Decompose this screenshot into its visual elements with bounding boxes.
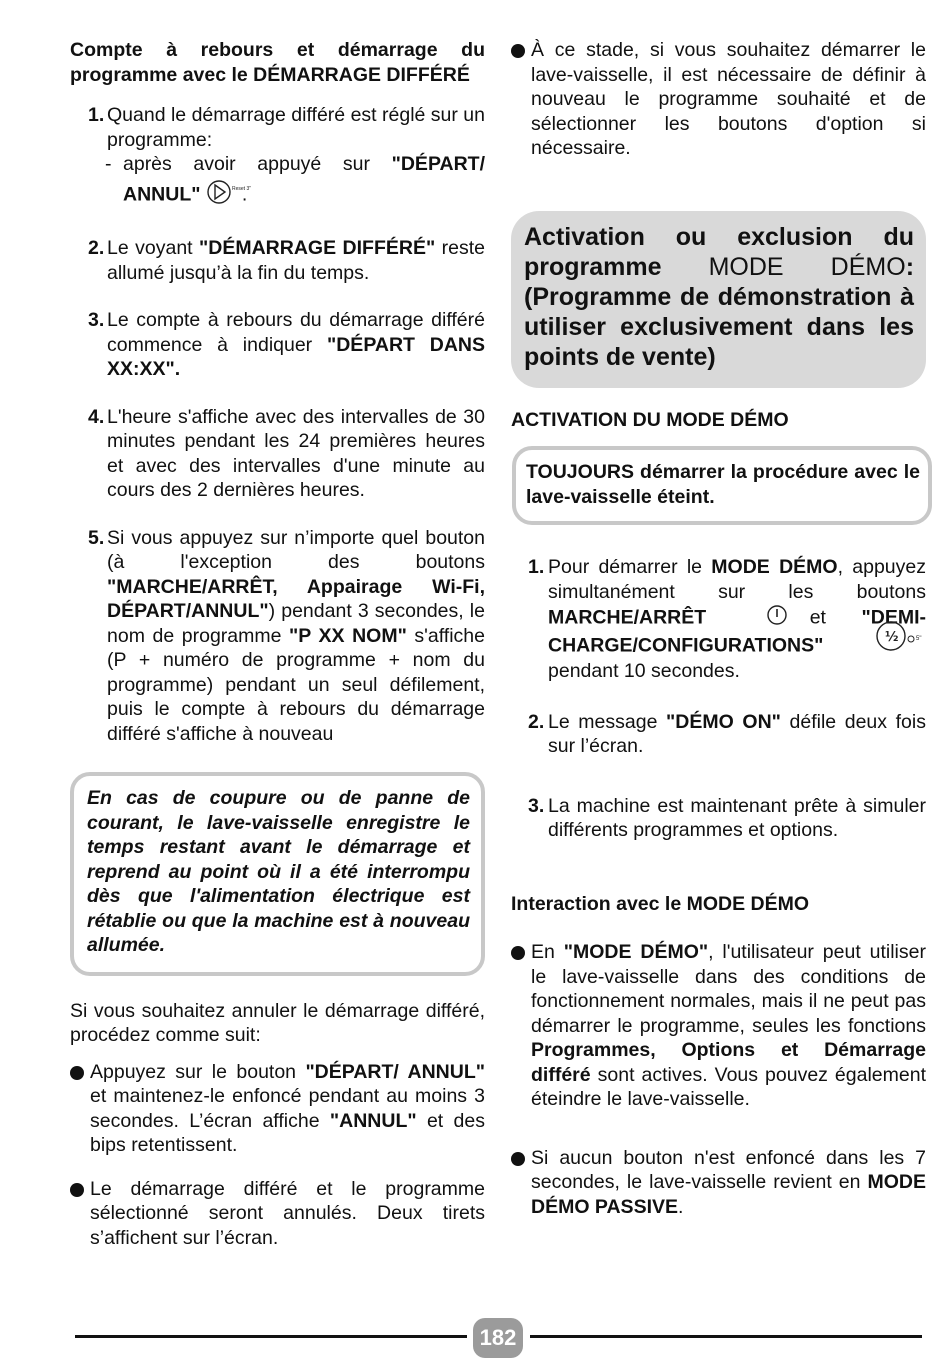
always-box	[512, 446, 932, 525]
power-failure-note	[70, 772, 485, 976]
cancel-bullet-2: Le démarrage différé et le programme sélectionné seront annulés. Deux tirets s’affichent sur l’écran.	[70, 1177, 485, 1251]
bullet-dot	[511, 946, 525, 960]
step-5: 5. Si vous appuyez sur n’importe quel bouton (à l'exception des boutons "MARCHE/ARRÊT, Appairage Wi-Fi, DÉPART/ANNUL") pendant 3 secondes, le nom de programme "P XX NOM" s'affiche (P + numéro de programme + nom du programme) pendant un seul défilement, puis le compte à rebours du démarrage différé s'affiche à nouveau	[88, 526, 485, 745]
play-button-icon	[206, 177, 251, 214]
bullet-dot	[70, 1066, 84, 1080]
activation-heading: ACTIVATION DU MODE DÉMO	[511, 408, 789, 431]
demo-step-1: 1. Pour démarrer le MODE DÉMO, appuyez simultanément sur les boutons MARCHE/ARRÊT et "DEMI-CHARGE/CONFIGURATIONS" ½ 5" pendant 10 secondes.	[528, 556, 926, 682]
demo-mode-title-box: Activation ou exclusion du programme MODE DÉMO: (Programme de démonstration à utiliser exclusivement dans les points de vente)	[511, 211, 926, 388]
cancel-intro: Si vous souhaitez annuler le démarrage différé, procédez comme suit:	[70, 999, 485, 1046]
half-load-caption: 5"	[916, 635, 922, 642]
interaction-heading: Interaction avec le MODE DÉMO	[511, 892, 809, 915]
power-icon	[766, 604, 788, 633]
page-number: 182	[473, 1318, 523, 1358]
step-1: 1. Quand le démarrage différé est réglé sur un programme:	[88, 104, 485, 151]
cancel-bullet-1: Appuyez sur le bouton "DÉPART/ ANNUL" et maintenez-le enfoncé pendant au moins 3 secondes. L’écran affiche "ANNUL" et des bips retentissent.	[70, 1060, 485, 1158]
half-load-icon	[874, 619, 926, 660]
step-4: 4. L'heure s'affiche avec des intervalles de 30 minutes pendant les 24 premières heures et avec des intervalles d'une minute au cours des 2 dernières heures.	[88, 405, 485, 501]
restart-bullet: À ce stade, si vous souhaitez démarrer le lave-vaisselle, il est nécessaire de définir à nouveau le programme souhaité et de sélectionner les boutons d'option si nécessaire.	[511, 38, 926, 161]
interaction-bullet-1: En "MODE DÉMO", l'utilisateur peut utiliser le lave-vaisselle dans des conditions de fonctionnement normales, mais il ne peut pas démarrer le programme, seules les fonctions Programmes, Options et Démarrage différé sont actives. Vous pouvez également éteindre le lave-vaisselle.	[511, 940, 926, 1112]
half-load-fraction: ½	[885, 629, 899, 645]
delay-start-heading: Compte à rebours et démarrage du programme avec le DÉMARRAGE DIFFÉRÉ	[70, 39, 485, 86]
power-failure-note-text: En cas de coupure ou de panne de courant, le lave-vaisselle enregistre le temps restant avant le démarrage et reprend au point où il a été interrompu dès que l'alimentation électrique est rétablie ou que la machine est à nouveau allumée.	[87, 787, 470, 956]
right-column	[511, 38, 926, 1219]
demo-step-2: 2. Le message "DÉMO ON" défile deux fois sur l’écran.	[528, 710, 926, 757]
footer-rule-right	[530, 1335, 922, 1338]
step-2: 2. Le voyant "DÉMARRAGE DIFFÉRÉ" reste allumé jusqu’à la fin du temps.	[88, 237, 485, 284]
page-footer	[75, 1318, 922, 1358]
demo-step-3: 3. La machine est maintenant prête à simuler différents programmes et options.	[528, 794, 926, 841]
bullet-dot	[511, 44, 525, 58]
bullet-dot	[511, 1152, 525, 1166]
play-icon-caption: Reset 3"	[231, 185, 251, 192]
left-column	[70, 38, 485, 1250]
step-3: 3. Le compte à rebours du démarrage différé commence à indiquer "DÉPART DANS XX:XX".	[88, 309, 485, 380]
footer-rule-left	[75, 1335, 467, 1338]
step-1-sub: - après avoir appuyé sur "DÉPART/ ANNUL" Reset 3" .	[70, 152, 485, 213]
bullet-dot	[70, 1183, 84, 1197]
interaction-bullet-2: Si aucun bouton n'est enfoncé dans les 7 secondes, le lave-vaisselle revient en MODE DÉMO PASSIVE.	[511, 1146, 926, 1220]
always-box-text: TOUJOURS démarrer la procédure avec le lave-vaisselle éteint.	[526, 461, 920, 508]
